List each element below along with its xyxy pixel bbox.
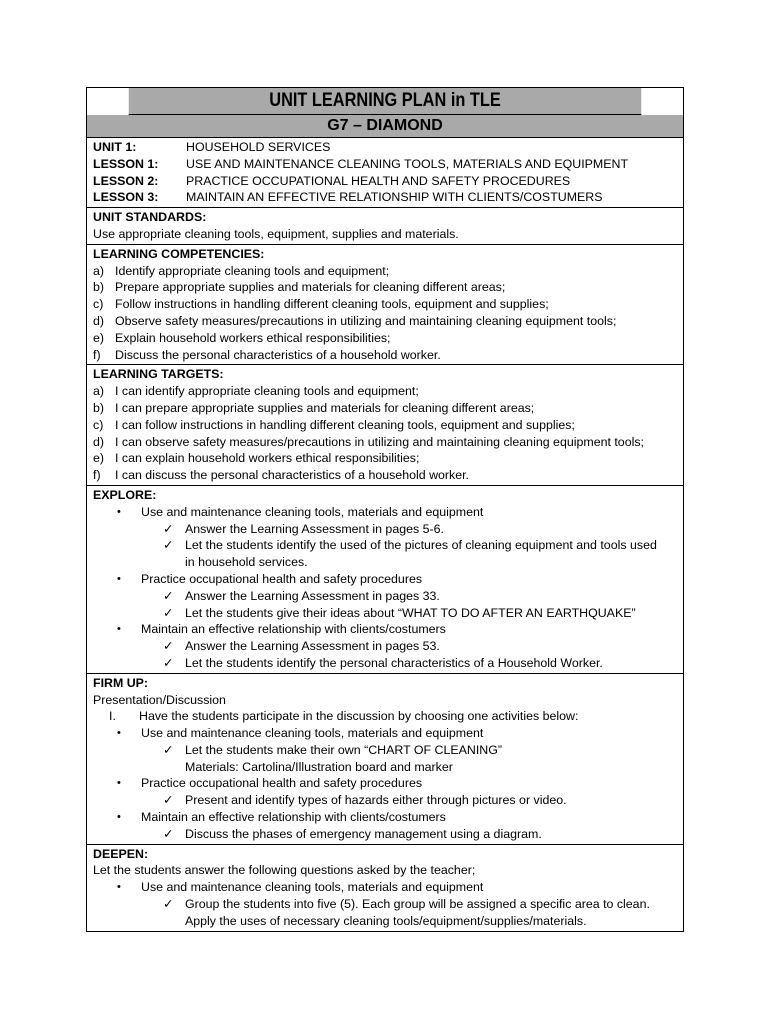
check-item-continuation: in household services.: [185, 555, 308, 570]
bullet-icon: •: [117, 777, 121, 790]
firm-up-section: [87, 674, 683, 845]
check-item-continuation: Apply the uses of necessary cleaning tools/equipment/supplies/materials.: [185, 913, 587, 928]
list-item: f) Discuss the personal characteristics of a household worker.: [93, 347, 441, 362]
list-item: e) Explain household workers ethical responsibilities;: [93, 330, 391, 345]
check-item: ✓ Answer the Learning Assessment in pages 33.: [163, 588, 440, 603]
learning-competencies-section: [87, 245, 683, 366]
section-heading: LEARNING TARGETS:: [93, 367, 224, 382]
learning-targets-section: [87, 365, 683, 486]
lesson-row: LESSON 1: USE AND MAINTENANCE CLEANING TOOLS, MATERIALS AND EQUIPMENT: [93, 156, 629, 171]
bullet-icon: •: [117, 811, 121, 824]
list-item: d) Observe safety measures/precautions in utilizing and maintaining cleaning equipment tools;: [93, 313, 617, 328]
check-item: ✓ Let the students identify the used of the pictures of cleaning equipment and tools used: [163, 538, 657, 553]
list-item: b) Prepare appropriate supplies and materials for cleaning different areas;: [93, 280, 506, 295]
checkmark-icon: ✓: [163, 639, 174, 654]
unit-standards-section: [87, 208, 683, 245]
list-item: a) Identify appropriate cleaning tools and equipment;: [93, 263, 390, 278]
bullet-icon: •: [117, 623, 121, 636]
list-item: a) I can identify appropriate cleaning tools and equipment;: [93, 384, 419, 399]
checkmark-icon: ✓: [163, 742, 174, 757]
bullet-item: • Practice occupational health and safety procedures: [117, 776, 423, 791]
section-heading: FIRM UP:: [93, 675, 149, 690]
bullet-icon: •: [117, 505, 121, 518]
section-heading: LEARNING COMPETENCIES:: [93, 246, 265, 261]
checkmark-icon: ✓: [163, 588, 174, 603]
bullet-item: • Practice occupational health and safety procedures: [117, 571, 423, 586]
checkmark-icon: ✓: [163, 897, 174, 912]
unit-row: UNIT 1: HOUSEHOLD SERVICES: [93, 140, 331, 154]
check-item: ✓ Let the students make their own “CHART OF CLEANING”: [163, 742, 502, 757]
bullet-item: • Maintain an effective relationship with clients/costumers: [117, 622, 446, 637]
bullet-icon: •: [117, 881, 121, 894]
bullet-item: • Maintain an effective relationship with clients/costumers: [117, 810, 446, 825]
deepen-section: [87, 845, 683, 931]
check-item: ✓ Answer the Learning Assessment in pages 53.: [163, 639, 440, 654]
list-item: b) I can prepare appropriate supplies and materials for cleaning different areas;: [93, 400, 535, 415]
checkmark-icon: ✓: [163, 826, 174, 841]
check-item: ✓ Discuss the phases of emergency management using a diagram.: [163, 826, 542, 841]
bullet-item: • Use and maintenance cleaning tools, materials and equipment: [117, 726, 484, 741]
list-item: c) Follow instructions in handling different cleaning tools, equipment and supplies;: [93, 297, 549, 312]
check-item: ✓ Group the students into five (5). Each group will be assigned a specific area to clean.: [163, 897, 650, 912]
roman-item: I. Have the students participate in the discussion by choosing one activities below:: [109, 709, 579, 724]
checkmark-icon: ✓: [163, 793, 174, 808]
unit-lessons-section: [87, 138, 683, 208]
checkmark-icon: ✓: [163, 538, 174, 553]
list-item: d) I can observe safety measures/precautions in utilizing and maintaining cleaning equipment tools;: [93, 434, 644, 449]
check-item: ✓ Answer the Learning Assessment in pages 5-6.: [163, 521, 444, 536]
document-title: UNIT LEARNING PLAN in TLE: [129, 88, 642, 115]
bullet-icon: •: [117, 727, 121, 740]
checkmark-icon: ✓: [163, 521, 174, 536]
section-intro: Let the students answer the following questions asked by the teacher;: [93, 863, 476, 878]
section-intro: Presentation/Discussion: [93, 692, 226, 707]
document-subtitle: G7 – DIAMOND: [87, 115, 683, 138]
list-item: f) I can discuss the personal characteristics of a household worker.: [93, 468, 470, 483]
list-item: c) I can follow instructions in handling different cleaning tools, equipment and supplies;: [93, 417, 575, 432]
checkmark-icon: ✓: [163, 605, 174, 620]
lesson-row: LESSON 2: PRACTICE OCCUPATIONAL HEALTH AND SAFETY PROCEDURES: [93, 173, 571, 188]
section-heading: EXPLORE:: [93, 487, 157, 502]
section-heading: UNIT STANDARDS:: [93, 210, 207, 225]
bullet-item: • Use and maintenance cleaning tools, materials and equipment: [117, 880, 484, 895]
lesson-row: LESSON 3: MAINTAIN AN EFFECTIVE RELATIONSHIP WITH CLIENTS/COSTUMERS: [93, 190, 603, 205]
section-heading: DEEPEN:: [93, 846, 149, 861]
standards-text: Use appropriate cleaning tools, equipment, supplies and materials.: [93, 226, 459, 241]
bullet-item: • Use and maintenance cleaning tools, materials and equipment: [117, 504, 484, 519]
check-item-continuation: Materials: Cartolina/Illustration board and marker: [185, 759, 453, 774]
bullet-icon: •: [117, 572, 121, 585]
checkmark-icon: ✓: [163, 655, 174, 670]
check-item: ✓ Let the students identify the personal characteristics of a Household Worker.: [163, 655, 603, 670]
list-item: e) I can explain household workers ethical responsibilities;: [93, 451, 420, 466]
check-item: ✓ Let the students give their ideas about “WHAT TO DO AFTER AN EARTHQUAKE”: [163, 605, 636, 620]
explore-section: [87, 486, 683, 674]
lesson-plan-document: [86, 87, 684, 932]
check-item: ✓ Present and identify types of hazards either through pictures or video.: [163, 793, 567, 808]
